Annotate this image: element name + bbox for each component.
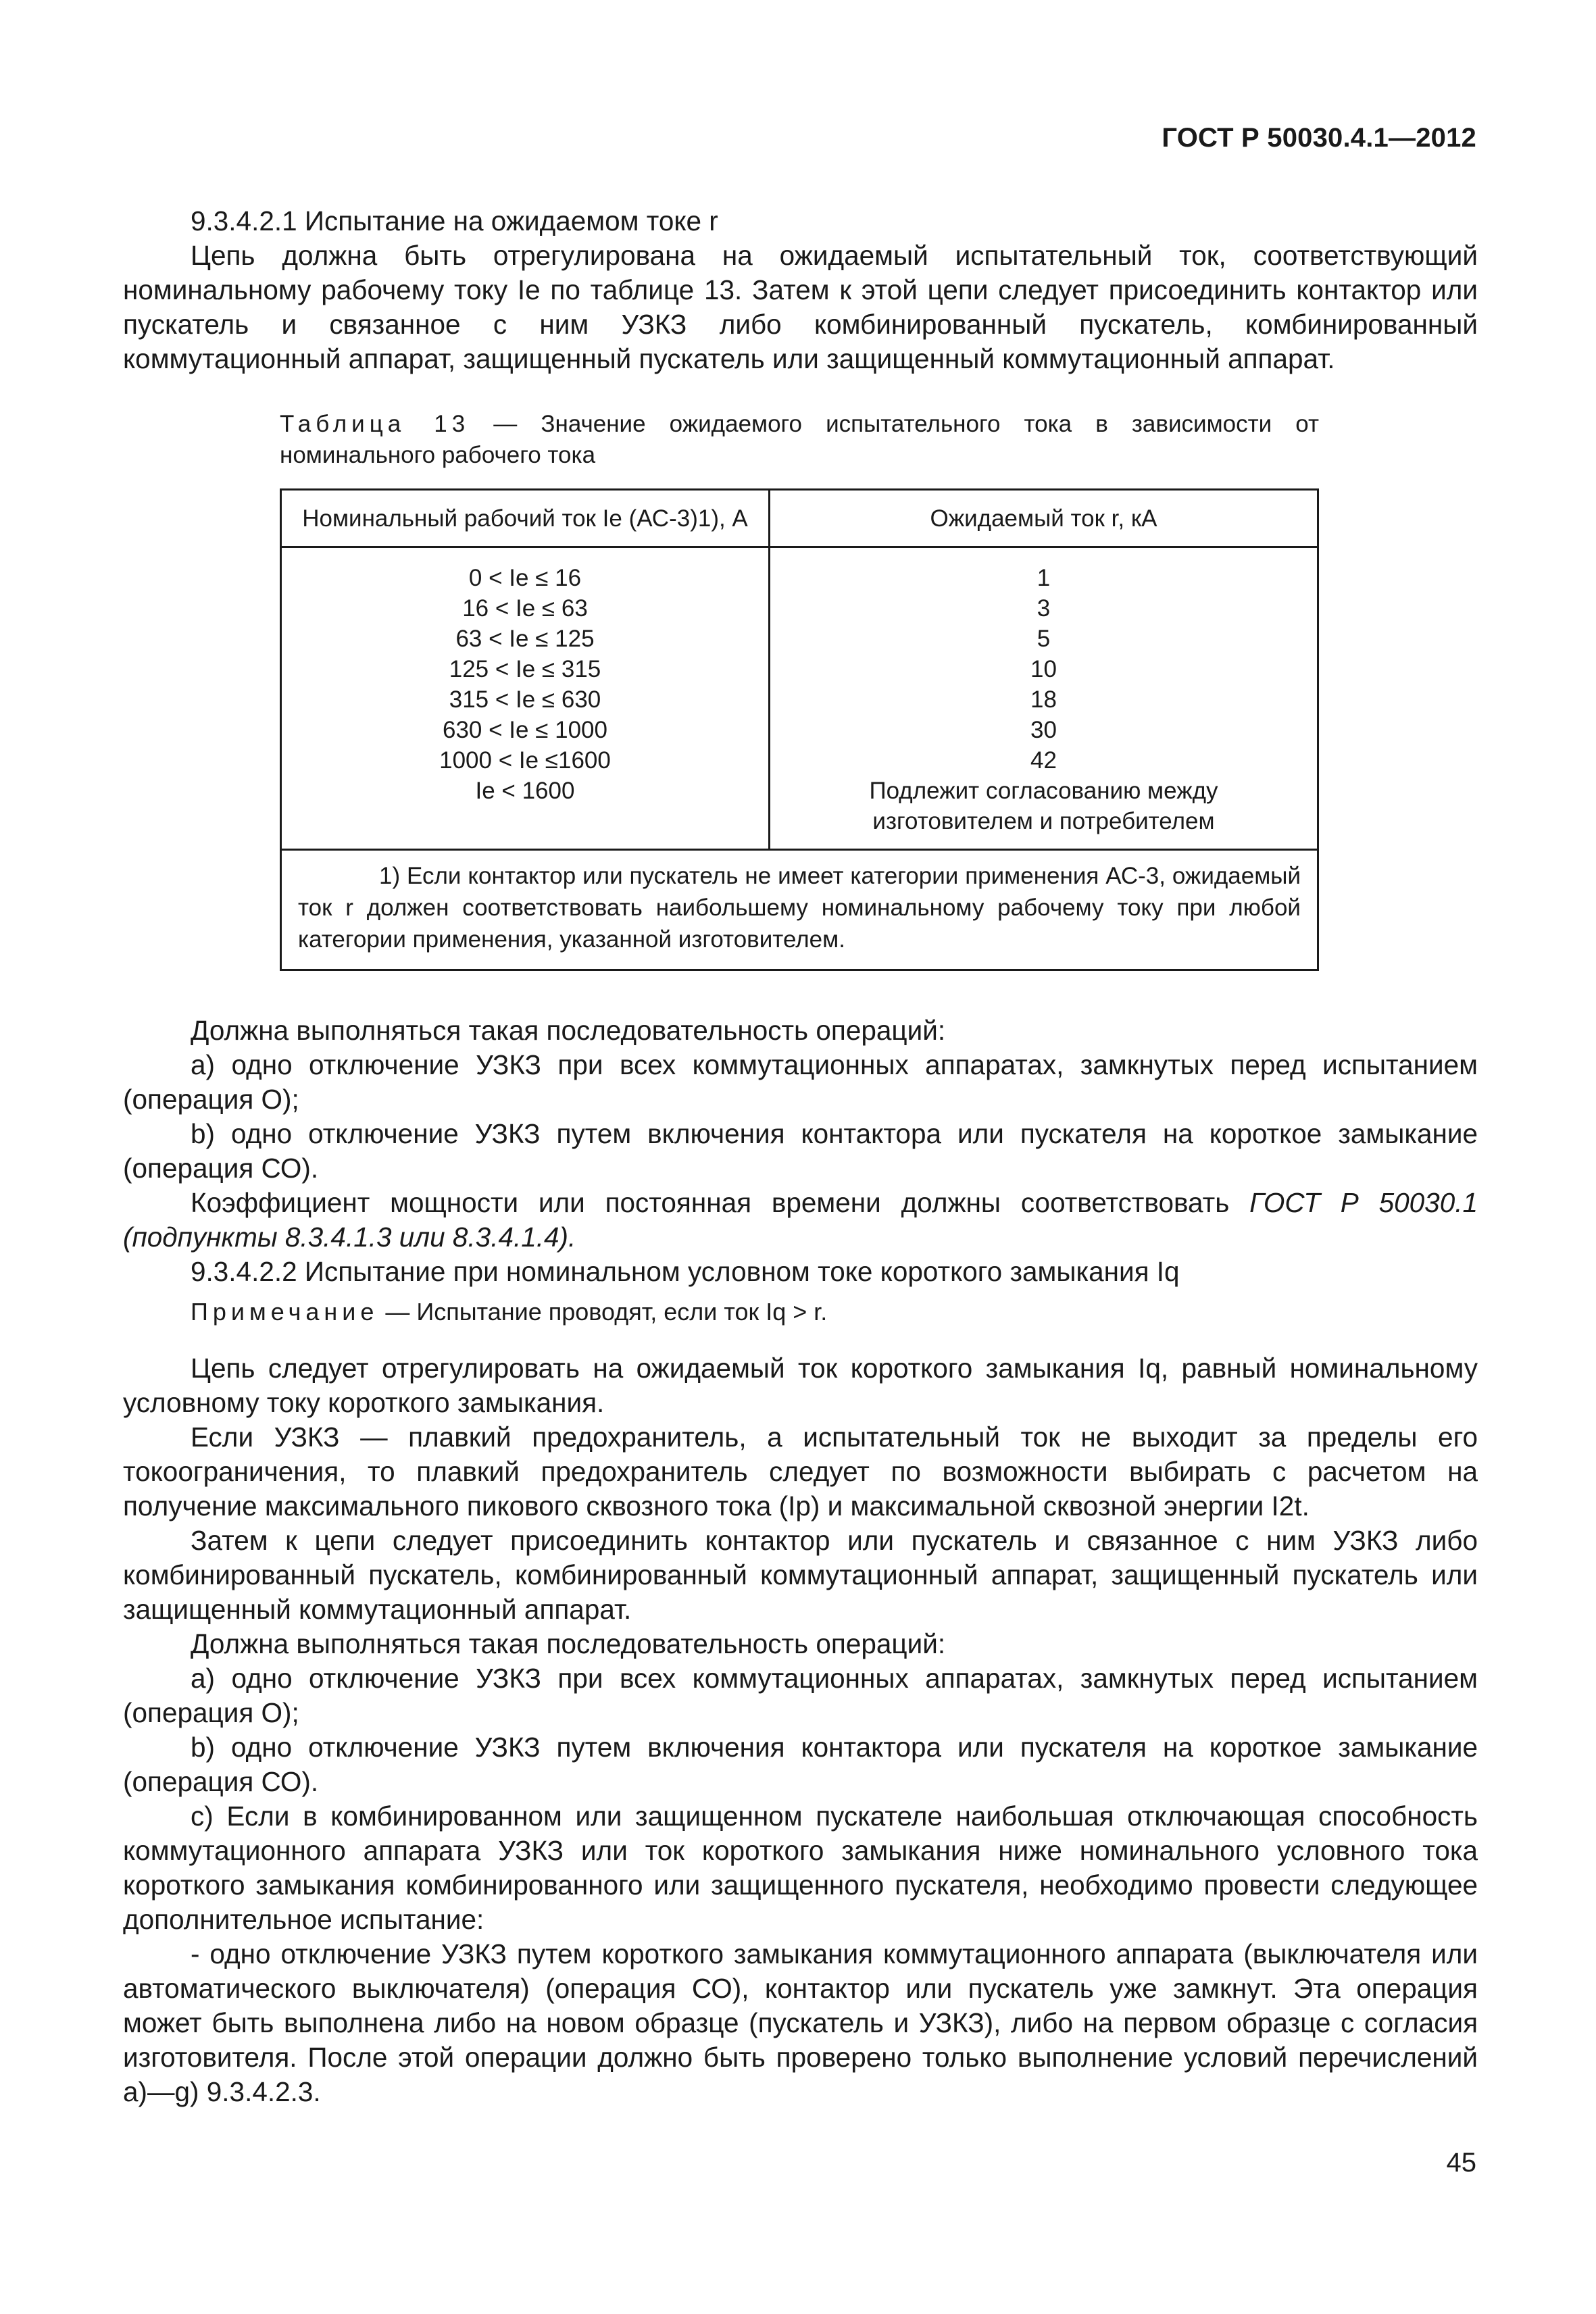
table-cell-expected: 3 <box>1037 595 1051 622</box>
section-middle <box>123 1013 1478 1334</box>
table-cell-current: Ie < 1600 <box>475 778 575 804</box>
table-header-current: Номинальный рабочий ток Ie (АС-3)1), А <box>281 490 770 547</box>
table-column-current <box>281 547 770 850</box>
paragraph <box>123 1186 1478 1255</box>
list-item-c: c) Если в комбинированном или защищенном пускателе наибольшая отключающая способность коммутационного аппарата УЗКЗ или ток короткого замыкания ниже номинального условного тока короткого замыкания комбинированного или защищенного пускателя, необходимо провести следующее дополнительное испытание: <box>123 1801 1478 1935</box>
table-cell-current: 63 < Ie ≤ 125 <box>455 626 595 652</box>
paragraph: Должна выполняться такая последовательность операций: <box>191 1628 946 1659</box>
list-item-b: b) одно отключение УЗКЗ путем включения контактора или пускателя на короткое замыкание (операция СО). <box>123 1732 1478 1797</box>
list-item-a: a) одно отключение УЗКЗ при всех коммутационных аппаратах, замкнутых перед испытанием (операция О); <box>123 1663 1478 1728</box>
standard-reference: ГОСТ Р 50030.1 (подпункты 8.3.4.1.3 или 8.3.4.1.4). <box>123 1187 1478 1253</box>
table-cell-expected: 5 <box>1037 626 1051 652</box>
list-item-a: a) одно отключение УЗКЗ при всех коммутационных аппаратах, замкнутых перед испытанием (операция О); <box>123 1049 1478 1115</box>
list-item-dash: - одно отключение УЗКЗ путем короткого замыкания коммутационного аппарата (выключателя или автоматического выключателя) (операция СО), контактор или пускатель уже замкнут. Эта операция может быть выполнена либо на новом образце (пускатель и УЗКЗ), либо на первом образце с согласия изготовителя. После этой операции должно быть проверено только выполнение условий перечислений a)—g) 9.3.4.2.3. <box>123 1938 1478 2107</box>
paragraph: Должна выполняться такая последовательность операций: <box>191 1015 946 1046</box>
table-caption-label: Таблица 13 <box>280 411 470 437</box>
document-code: ГОСТ Р 50030.4.1—2012 <box>1162 123 1476 153</box>
table-cell-current: 315 < Ie ≤ 630 <box>449 686 601 713</box>
table-caption-text: — Значение ожидаемого испытательного тока в зависимости от номинального рабочего тока <box>280 411 1319 468</box>
table-cell-expected: Подлежит согласованию между изготовителем и потребителем <box>869 778 1218 834</box>
table-cell-expected: 42 <box>1030 747 1057 774</box>
page-number: 45 <box>1446 2148 1476 2178</box>
paragraph: Цепь следует отрегулировать на ожидаемый ток короткого замыкания Iq, равный номинальному условному току короткого замыкания. <box>123 1353 1478 1418</box>
paragraph: Если УЗКЗ — плавкий предохранитель, а испытательный ток не выходит за пределы его токоограничения, то плавкий предохранитель следует по возможности выбирать с расчетом на получение максимального пикового сквозного тока (Ip) и максимальной сквозной энергии I2t. <box>123 1422 1478 1521</box>
note-label: Примечание <box>191 1298 379 1326</box>
section-heading: 9.3.4.2.2 Испытание при номинальном условном токе короткого замыкания Iq <box>191 1256 1180 1287</box>
table-13 <box>280 488 1319 971</box>
paragraph: Затем к цепи следует присоединить контактор или пускатель и связанное с ним УЗКЗ либо комбинированный пускатель, комбинированный коммутационный аппарат, защищенный пускатель или защищенный коммутационный аппарат. <box>123 1525 1478 1625</box>
table-cell-expected: 1 <box>1037 565 1051 591</box>
power-factor-text: Коэффициент мощности или постоянная времени должны соответствовать <box>191 1187 1250 1218</box>
table-cell-expected: 30 <box>1030 717 1057 743</box>
table-cell-current: 1000 < Ie ≤1600 <box>439 747 611 774</box>
table-cell-current: 0 < Ie ≤ 16 <box>468 565 582 591</box>
note-text: — Испытание проводят, если ток Iq > r. <box>378 1298 828 1326</box>
table-header-expected: Ожидаемый ток r, кА <box>770 490 1318 547</box>
table-column-expected <box>770 547 1318 850</box>
paragraph: Цепь должна быть отрегулирована на ожидаемый испытательный ток, соответствующий номинальному рабочему току Ie по таблице 13. Затем к этой цепи следует присоединить контактор или пускатель и связанное с ним УЗКЗ либо комбинированный пускатель, комбинированный коммутационный аппарат, защищенный пускатель или защищенный коммутационный аппарат. <box>123 240 1478 374</box>
list-item-b: b) одно отключение УЗКЗ путем включения контактора или пускателя на короткое замыкание (операция СО). <box>123 1118 1478 1184</box>
table-footnote: 1) Если контактор или пускатель не имеет категории применения АС-3, ожидаемый ток r должен соответствовать наибольшему номинальному рабочему току при любой категории применения, указанной изготовителем. <box>281 850 1318 970</box>
table-cell-current: 125 < Ie ≤ 315 <box>449 656 601 682</box>
section-bottom <box>123 1351 1478 2109</box>
note <box>123 1294 1478 1329</box>
table-caption <box>280 409 1319 471</box>
section-heading: 9.3.4.2.1 Испытание на ожидаемом токе r <box>191 205 718 236</box>
table-cell-expected: 10 <box>1030 656 1057 682</box>
table-cell-current: 16 < Ie ≤ 63 <box>462 595 588 622</box>
table-cell-current: 630 < Ie ≤ 1000 <box>443 717 607 743</box>
section-top <box>123 204 1478 376</box>
table-cell-expected: 18 <box>1030 686 1057 713</box>
